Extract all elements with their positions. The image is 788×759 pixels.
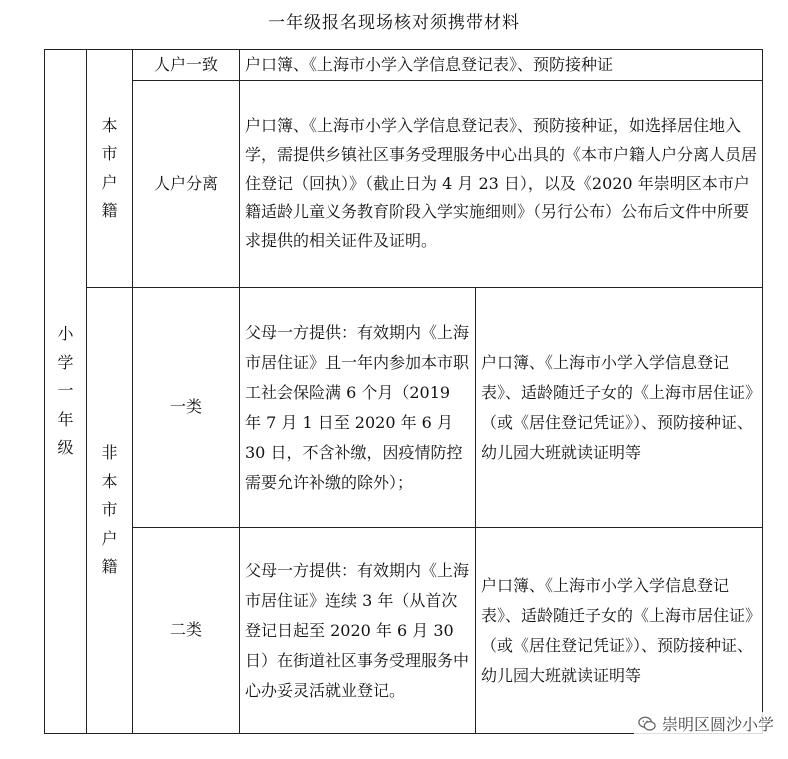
nonlocal-label: 非 本 市 户 籍 bbox=[101, 443, 118, 577]
materials-local-consistent: 户口簿、《上海市小学入学信息登记表》、预防接种证 bbox=[240, 50, 763, 81]
level-label: 小 学 一 年 级 bbox=[57, 324, 74, 458]
materials-local-separated: 户口簿、《上海市小学入学信息登记表》、预防接种证，如选择居住地入学，需提供乡镇社区事务受理服务中心出具的《本市户籍人户分离人员居住登记（回执）》（截止日为 4 月 23 日），以及《2020 年崇明区本市户籍适龄儿童义务教育阶段入学实施细则》（另行公布）公布后文件中所要求提供的相关证件及证明。 bbox=[240, 81, 763, 288]
nonlocal-cell bbox=[87, 288, 133, 734]
page-title: 一年级报名现场核对须携带材料 bbox=[268, 13, 520, 33]
condition-nonlocal-1: 父母一方提供：有效期内《上海市居住证》且一年内参加本市职工社会保险满 6 个月（2019 年 7 月 1 日至 2020 年 6 月 30 日，不含补缴，因疫情防控需要允许补缴的除外）； bbox=[240, 288, 476, 528]
materials-nonlocal-1: 户口簿、《上海市小学入学信息登记表》、适龄随迁子女的《上海市居住证》（或《居住登记凭证》）、预防接种证、幼儿园大班就读证明等 bbox=[476, 288, 763, 528]
type-nonlocal-1: 一类 bbox=[133, 288, 240, 528]
local-label: 本 市 户 籍 bbox=[101, 115, 118, 220]
watermark-text: 崇明区圆沙小学 bbox=[661, 715, 774, 734]
level-cell bbox=[45, 50, 87, 734]
wechat-icon bbox=[638, 715, 656, 733]
materials-table bbox=[44, 49, 763, 734]
type-local-separated: 人户分离 bbox=[133, 81, 240, 288]
local-cell bbox=[87, 50, 133, 288]
watermark bbox=[634, 712, 778, 735]
type-local-consistent: 人户一致 bbox=[133, 50, 240, 81]
type-nonlocal-2: 二类 bbox=[133, 528, 240, 734]
condition-nonlocal-2: 父母一方提供：有效期内《上海市居住证》连续 3 年（从首次登记日起至 2020 年 6 月 30 日）在街道社区事务受理服务中心办妥灵活就业登记。 bbox=[240, 528, 476, 734]
materials-nonlocal-2: 户口簿、《上海市小学入学信息登记表》、适龄随迁子女的《上海市居住证》（或《居住登记凭证》）、预防接种证、幼儿园大班就读证明等 bbox=[476, 528, 763, 734]
